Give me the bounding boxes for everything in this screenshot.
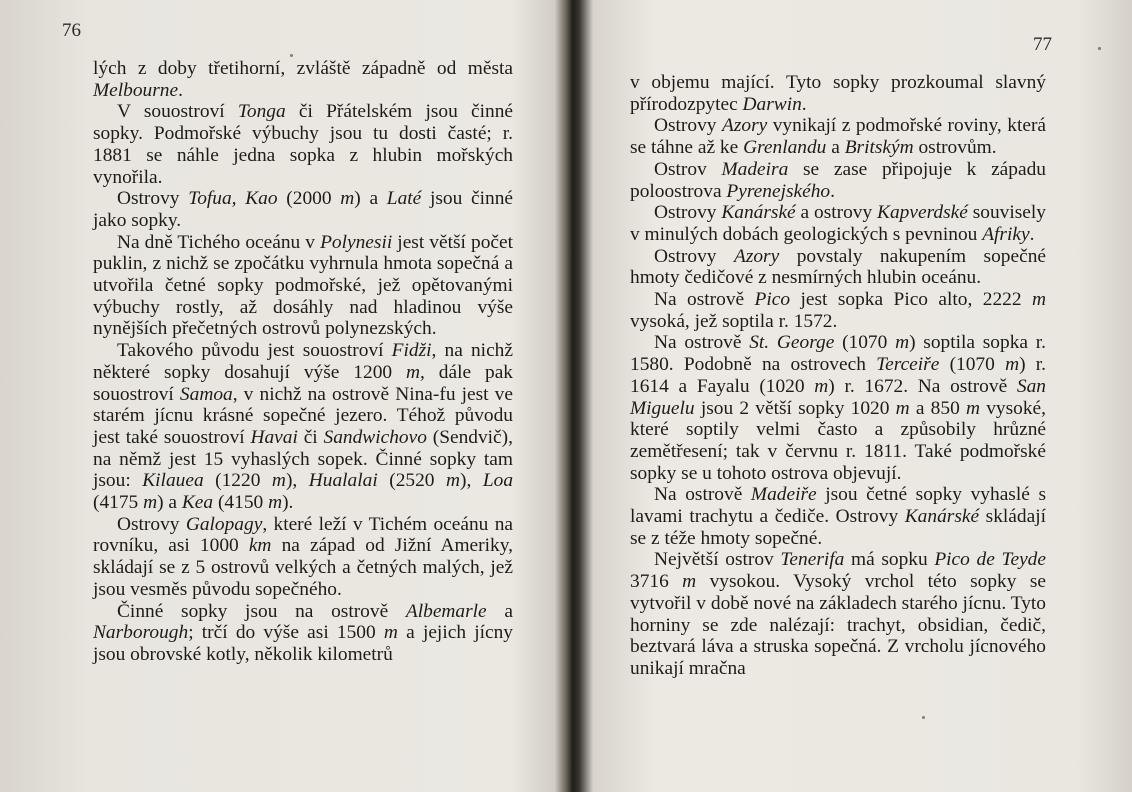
italic-term: Sandwichovo <box>323 426 427 448</box>
page-number: 77 <box>1033 34 1052 55</box>
text-run: ), <box>285 470 309 492</box>
text-run: Na ostrově <box>654 484 751 506</box>
italic-term: m <box>814 375 829 397</box>
paragraph <box>630 202 1046 245</box>
print-speck <box>922 716 925 719</box>
italic-term: Kanárské <box>904 506 980 528</box>
text-run: (2000 <box>277 188 341 210</box>
text-run: . <box>1029 223 1035 245</box>
left-page <box>0 0 560 792</box>
italic-term: m <box>268 492 283 514</box>
italic-term: Polynesii <box>320 231 393 253</box>
paragraph <box>630 549 1046 679</box>
text-run: ) r. 1614 a Fayalu (1020 <box>630 354 1047 397</box>
text-run: (Sendvič), na němž jest 15 vyhaslých sopek. Činné sopky tam jsou: <box>93 426 513 492</box>
text-run: vysoké, které soptily velmi často a způsobily hrůzné zemětřesení; tak v červnu r. 1811. Také podmořské sopky se u tohoto ostrova objevují. <box>630 397 1046 484</box>
italic-term: m <box>895 397 910 419</box>
italic-term: Havai <box>250 426 298 448</box>
text-run: ; trčí do výše asi 1500 <box>188 622 384 644</box>
italic-term: Tenerifa <box>780 549 845 571</box>
text-run: vysokou. Vysoký vrchol této sopky se vytvořil v době nové na základech starého jícnu. Tyto horniny se zde nalézají: trachyt, obsidian, čedič, beztvará láva a struska sopečná. Z vrcholu jícnového unikají mračna <box>630 571 1046 679</box>
italic-term: Kilauea <box>142 470 204 492</box>
italic-term: Britským <box>844 137 914 159</box>
italic-term: m <box>1005 354 1020 376</box>
paragraph <box>630 332 1046 484</box>
paragraph <box>93 601 513 666</box>
italic-term: San Miguelu <box>630 375 1046 419</box>
text-run: ) a <box>157 492 182 514</box>
italic-term: Madeiře <box>750 484 817 506</box>
italic-term: St. George <box>749 332 835 354</box>
text-run: . <box>178 79 183 101</box>
italic-term: m <box>895 332 910 354</box>
text-run: ), <box>460 470 483 492</box>
text-run: a jejich jícny jsou obrovské kotly, několik kilometrů <box>93 622 513 665</box>
paragraph <box>630 159 1046 202</box>
text-run: , dále pak souostroví <box>93 361 513 405</box>
paragraph <box>93 58 513 101</box>
text-run: vynikají z podmořské roviny, která se táhne až ke <box>630 115 1047 159</box>
text-run: (4150 <box>213 492 269 514</box>
right-page <box>578 0 1132 792</box>
text-run: ) soptila sopka r. 1580. Podobně na ostrovech <box>630 332 1046 376</box>
italic-term: Albemarle <box>405 600 487 622</box>
italic-term: m <box>383 622 398 644</box>
italic-term: m <box>271 470 286 492</box>
italic-term: Azory <box>733 245 780 267</box>
italic-term: Azory <box>721 115 768 137</box>
text-run: vysoká, jež soptila r. 1572. <box>630 310 838 332</box>
paragraph <box>93 514 513 601</box>
text-run: V souostroví <box>117 101 238 123</box>
italic-term: Hualalai <box>308 470 378 492</box>
text-run: 3716 <box>630 571 683 593</box>
paragraph <box>630 72 1046 115</box>
italic-term: Fidži <box>391 340 432 362</box>
page-body <box>630 72 1046 680</box>
italic-term: Tofua, Kao <box>188 188 278 210</box>
italic-term: Afriky <box>982 223 1030 245</box>
italic-term: m <box>965 397 980 419</box>
paragraph <box>630 484 1046 549</box>
italic-term: Samoa <box>179 383 233 405</box>
text-run: Ostrovy <box>654 202 722 224</box>
text-run: , na nichž některé sopky dosahují výše 1200 <box>93 340 513 383</box>
text-run: skládají se z téže hmoty sopečné. <box>630 506 1046 549</box>
paragraph <box>93 188 513 231</box>
text-run: má sopku <box>844 549 935 571</box>
text-run: ) a <box>354 188 387 210</box>
text-run: Na ostrově <box>654 332 750 354</box>
italic-term: Kanárské <box>721 202 796 224</box>
text-run: a <box>486 600 513 622</box>
paragraph <box>93 232 513 341</box>
text-run: (2520 <box>377 470 446 492</box>
italic-term: Loa <box>482 470 514 492</box>
print-speck <box>290 54 293 57</box>
italic-term: Pyrenejského <box>726 180 831 202</box>
text-run: v objemu mající. Tyto sopky prozkoumal slavný přírodozpytec <box>630 72 1046 115</box>
text-run: (1070 <box>939 354 1006 376</box>
print-speck <box>1098 47 1101 50</box>
italic-term: Pico <box>754 289 791 311</box>
paragraph <box>630 246 1046 289</box>
italic-term: m <box>143 492 158 514</box>
paragraph <box>630 289 1046 332</box>
text-run: Ostrov <box>654 158 722 180</box>
text-run: (1070 <box>834 332 896 354</box>
paragraph <box>93 101 513 188</box>
text-run: či Přátelském jsou činné sopky. Podmořské výbuchy jsou tu dosti časté; r. 1881 se náhle jedna sopka z hlubin mořských vynořila. <box>93 101 514 188</box>
italic-term: Narborough <box>93 622 189 644</box>
text-run: , v nichž na ostrově Nina-fu jest ve starém jícnu krásné sopečné jezero. Téhož původu jest také souostroví <box>93 383 513 448</box>
italic-term: m <box>682 571 697 593</box>
italic-term: Tonga <box>237 101 286 123</box>
text-run: Největší ostrov <box>654 549 781 571</box>
text-run: Ostrovy <box>117 188 189 210</box>
text-run: jsou 2 větší sopky 1020 <box>694 397 896 419</box>
text-run: , které leží v Tichém oceánu na rovníku, asi 1000 <box>93 513 513 557</box>
text-run: se zase připojuje k západu poloostrova <box>630 158 1046 202</box>
italic-term: Melbourne <box>93 79 179 101</box>
page-number: 76 <box>62 20 81 41</box>
text-run: ). <box>282 492 294 514</box>
text-run: Ostrovy <box>654 245 734 267</box>
text-run: jsou četné sopky vyhaslé s lavami trachytu a čediče. Ostrovy <box>630 484 1047 528</box>
text-run: na západ od Jižní Ameriky, skládají se z 5 ostrovů velkých a četných malých, jež jsou vesměs původu sopečného. <box>93 535 513 600</box>
text-run: a 850 <box>909 397 966 419</box>
italic-term: m <box>1031 289 1046 311</box>
text-run: a <box>826 137 845 159</box>
text-run: Ostrovy <box>117 513 186 535</box>
italic-term: Kapverdské <box>877 202 968 224</box>
italic-term: Terceiře <box>876 354 940 376</box>
text-run: . <box>801 93 807 115</box>
italic-term: m <box>340 188 355 210</box>
text-run: jest sopka Pico alto, 2222 <box>790 289 1032 311</box>
text-run: . <box>830 180 835 202</box>
text-run: povstaly nakupením sopečné hmoty čedičové z nesmírných hlubin oceánu. <box>630 245 1046 289</box>
italic-term: m <box>406 361 421 383</box>
text-run: (4175 <box>93 492 144 514</box>
text-run: jest větší počet puklin, z nichž se zpočátku vyhrnula hmota sopečná a utvořila četné sopky podmořské, jež opětovanými výbuchy rostly, až dosáhly nad hladinou výše nynějších přečetných ostrovů polynezských. <box>93 231 513 340</box>
italic-term: Kea <box>181 492 214 514</box>
text-run: souvisely v minulých dobách geologických s pevninou <box>630 202 1046 245</box>
text-run: (1220 <box>203 470 272 492</box>
text-run: Činné sopky jsou na ostrově <box>117 600 406 622</box>
italic-term: km <box>248 535 272 557</box>
paragraph <box>93 340 513 514</box>
text-run: jsou činné jako sopky. <box>93 188 514 231</box>
text-run: a ostrovy <box>795 202 878 224</box>
italic-term: Darwin <box>742 93 802 115</box>
text-run: ostrovům. <box>913 137 997 159</box>
text-run: či <box>297 426 324 448</box>
paragraph <box>630 115 1046 158</box>
text-run: Na ostrově <box>654 289 755 311</box>
italic-term: Laté <box>386 188 422 210</box>
text-run: lých z doby třetihorní, zvláště západně od města <box>93 58 513 79</box>
text-run: ) r. 1672. Na ostrově <box>828 375 1017 397</box>
italic-term: m <box>446 470 461 492</box>
italic-term: Galopagy <box>185 513 263 535</box>
page-body <box>93 58 513 666</box>
text-run: Takového původu jest souostroví <box>117 340 392 362</box>
italic-term: Grenlandu <box>743 137 827 159</box>
italic-term: Pico de Teyde <box>934 549 1046 571</box>
text-run: Na dně Tichého oceánu v <box>117 231 321 253</box>
text-run: Ostrovy <box>654 115 722 137</box>
italic-term: Madeira <box>721 158 789 180</box>
